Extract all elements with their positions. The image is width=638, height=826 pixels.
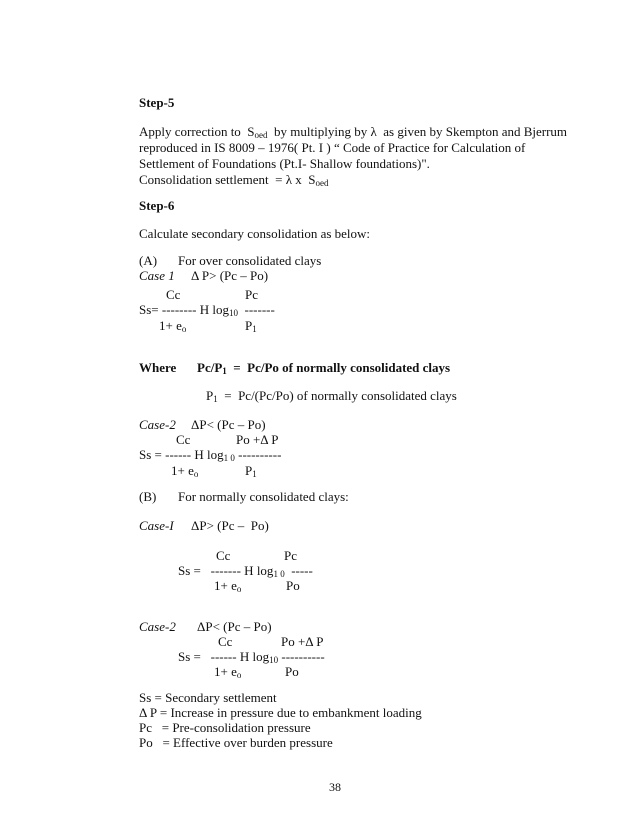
- formula3-denominator: $1+ e_o$: [214, 578, 242, 594]
- definition-pc: Pc = Pre-consolidation pressure: [139, 720, 311, 735]
- step5-heading: Step-5: [139, 95, 175, 110]
- formula1-pc: Pc: [245, 287, 258, 302]
- step5-paragraph-line-3: Settlement of Foundations (Pt.I- Shallow foundations)".: [139, 156, 430, 171]
- formula2-main: Ss = ------ H $\log_{1 0}$ ----------: [139, 447, 282, 463]
- formula3-main: Ss = ------- H $\log_{1 0}$ -----: [178, 563, 313, 579]
- formula3-cc: Cc: [216, 548, 231, 563]
- p1-definition: $P_1 = Pc/(Pc/Po)$ of normally consolidated clays: [206, 388, 457, 404]
- case2-condition: ΔP< (Pc – Po): [191, 417, 266, 432]
- formula1-p1: $P_1$: [245, 318, 257, 334]
- formula1-denominator: $1+ e_o$: [159, 318, 187, 334]
- case2b-condition: ΔP< (Pc – Po): [197, 619, 272, 634]
- formula4-po: Po: [285, 664, 299, 679]
- case-i-label: Case-I: [139, 518, 174, 533]
- formula2-denominator: $1+ e_o$: [171, 463, 199, 479]
- page-number: 38: [329, 780, 341, 794]
- case2b-label: Case-2: [139, 619, 176, 634]
- formula4-cc: Cc: [218, 634, 233, 649]
- section-a-label: (A): [139, 253, 158, 268]
- case2-label: Case-2: [139, 417, 176, 432]
- case1-condition: Δ P> (Pc – Po): [191, 268, 269, 283]
- consolidation-settlement-line: Consolidation settlement = λ x $S_{oed}$: [139, 172, 329, 188]
- step6-intro: Calculate secondary consolidation as below:: [139, 226, 371, 241]
- section-b-label: (B): [139, 489, 157, 504]
- formula1-cc: Cc: [166, 287, 181, 302]
- definition-ss: Ss = Secondary settlement: [139, 690, 277, 705]
- step6-heading: Step-6: [139, 198, 175, 213]
- formula3-po: Po: [286, 578, 300, 593]
- case1-label: Case 1: [139, 268, 175, 283]
- where-definition: $Pc/P_1 = Pc/Po$ of normally consolidated clays: [197, 360, 451, 376]
- case-i-condition: ΔP> (Pc – Po): [191, 518, 269, 533]
- step5-paragraph-line-2: reproduced in IS 8009 – 1976( Pt. I ) “ Code of Practice for Calculation of: [139, 140, 526, 155]
- formula2-cc: Cc: [176, 432, 191, 447]
- formula1-main: Ss= -------- H $\log_{10}$ -------: [139, 302, 275, 318]
- definition-po: Po = Effective over burden pressure: [139, 735, 333, 750]
- definition-delta-p: Δ P = Increase in pressure due to embankment loading: [139, 705, 422, 720]
- step5-paragraph-line-1: Apply correction to $S_{oed}$ by multiplying by λ as given by Skempton and Bjerrum: [139, 124, 568, 140]
- section-a-text: For over consolidated clays: [178, 253, 322, 268]
- formula4-po-dp: Po +Δ P: [281, 634, 324, 649]
- formula2-po-dp: Po +Δ P: [236, 432, 279, 447]
- where-label: Where: [139, 360, 177, 375]
- formula3-pc: Pc: [284, 548, 297, 563]
- formula2-p1: $P_1$: [245, 463, 257, 479]
- formula4-main: Ss = ------ H $\log_{10}$ ----------: [178, 649, 325, 665]
- section-b-text: For normally consolidated clays:: [178, 489, 349, 504]
- formula4-denominator: $1+ e_o$: [214, 664, 242, 680]
